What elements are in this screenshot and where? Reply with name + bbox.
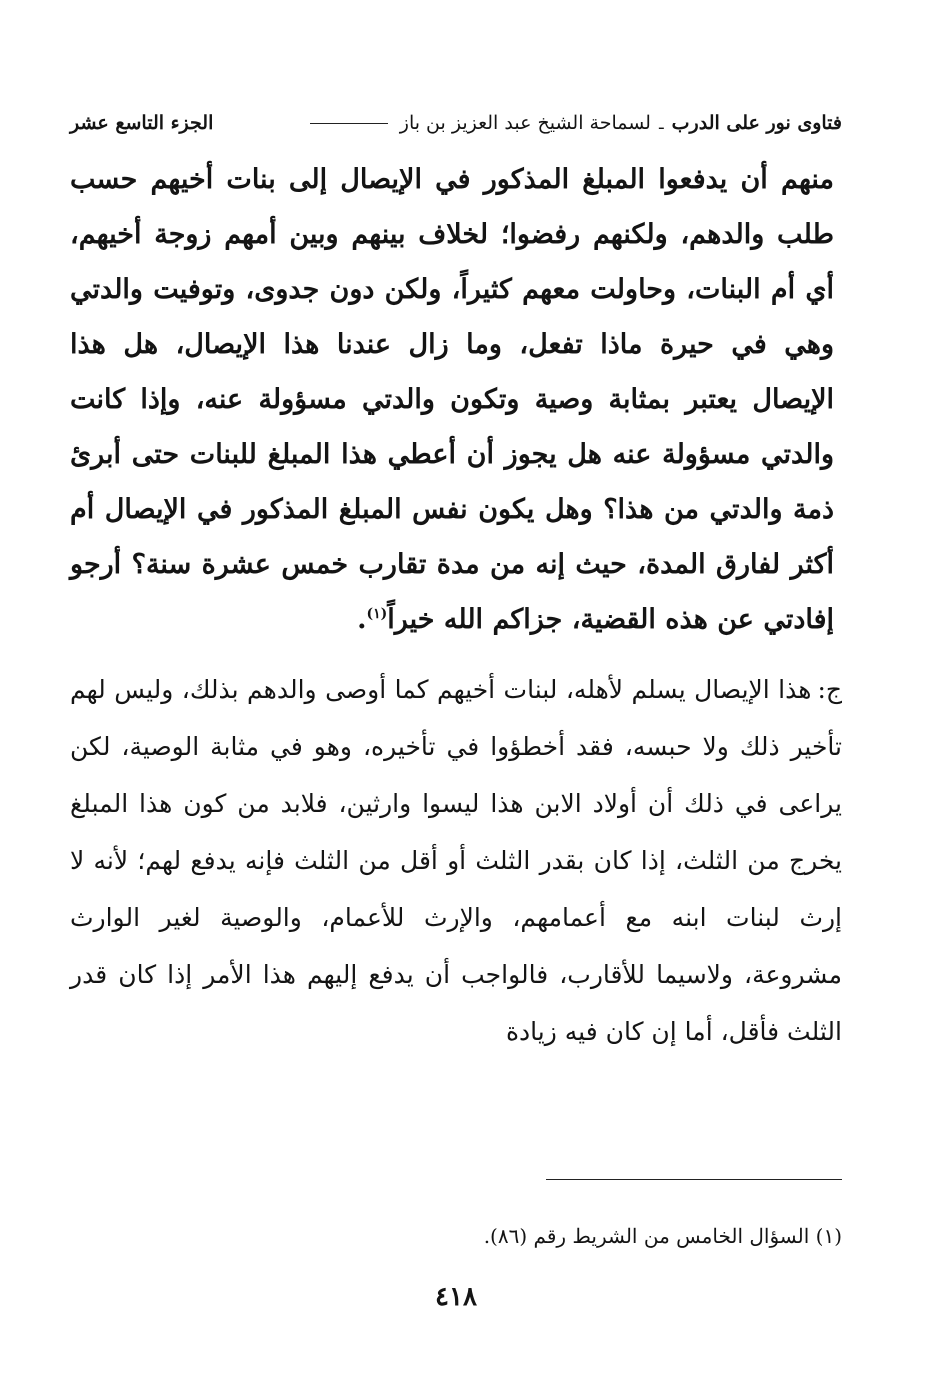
book-title: فتاوى نور على الدرب [671,112,842,134]
header-dash: ـ [658,114,664,133]
answer-text: هذا الإيصال يسلم لأهله، لبنات أخيهم كما أوصى والدهم بذلك، وليس لهم تأخير ذلك ولا حبسه، فقد أخطؤوا في تأخيره، وهو في مثابة الوصية، لكن يراعى في ذلك أن أولاد الابن هذا ليسوا وارثين، فلابد من كون هذا المبلغ يخرج من الثلث، إذا كان بقدر الثلث أو أقل من الثلث فإنه يدفع لهم؛ لأنه لا إرث لبنات ابنه مع أعمامهم، والإرث للأعمام، والوصية لغير الوارث مشروعة، ولاسيما للأقارب، فالواجب أن يدفع إليهم هذا الأمر إذا كان قدر الثلث فأقل، أما إن كان فيه زيادة [70,675,842,1046]
author-name: لسماحة الشيخ عبد العزيز بن باز [399,112,651,134]
footnote-reference[interactable]: (١) [366,606,388,622]
volume-label: الجزء التاسع عشر [70,112,214,134]
question-end-punct: . [357,604,367,635]
answer-label: ج: [817,675,842,704]
page-number: ٤١٨ [435,1282,477,1312]
header-title-group [304,112,842,134]
running-header [70,112,842,152]
footnote-divider [546,1179,842,1180]
question-paragraph [70,152,842,647]
footnote: (١) السؤال الخامس من الشريط رقم (٨٦). [483,1224,842,1248]
document-page [70,112,842,1332]
answer-paragraph [70,661,842,1060]
header-rule [310,123,388,124]
question-text: منهم أن يدفعوا المبلغ المذكور في الإيصال إلى بنات أخيهم حسب طلب والدهم، ولكنهم رفضوا؛ لخلاف بينهم وبين أمهم زوجة أخيهم، أي أم البنات، وحاولت معهم كثيراً، ولكن دون جدوى، وتوفيت والدتي وهي في حيرة ماذا تفعل، وما زال عندنا هذا الإيصال، هل هذا الإيصال يعتبر بمثابة وصية وتكون والدتي مسؤولة عنه، وإذا كانت والدتي مسؤولة عنه هل يجوز أن أعطي هذا المبلغ للبنات حتى أبرئ ذمة والدتي من هذا؟ وهل يكون نفس المبلغ المذكور في الإيصال أم أكثر لفارق المدة، حيث إنه من مدة تقارب خمس عشرة سنة؟ أرجو إفادتي عن هذه القضية، جزاكم الله خيراً [70,164,834,635]
